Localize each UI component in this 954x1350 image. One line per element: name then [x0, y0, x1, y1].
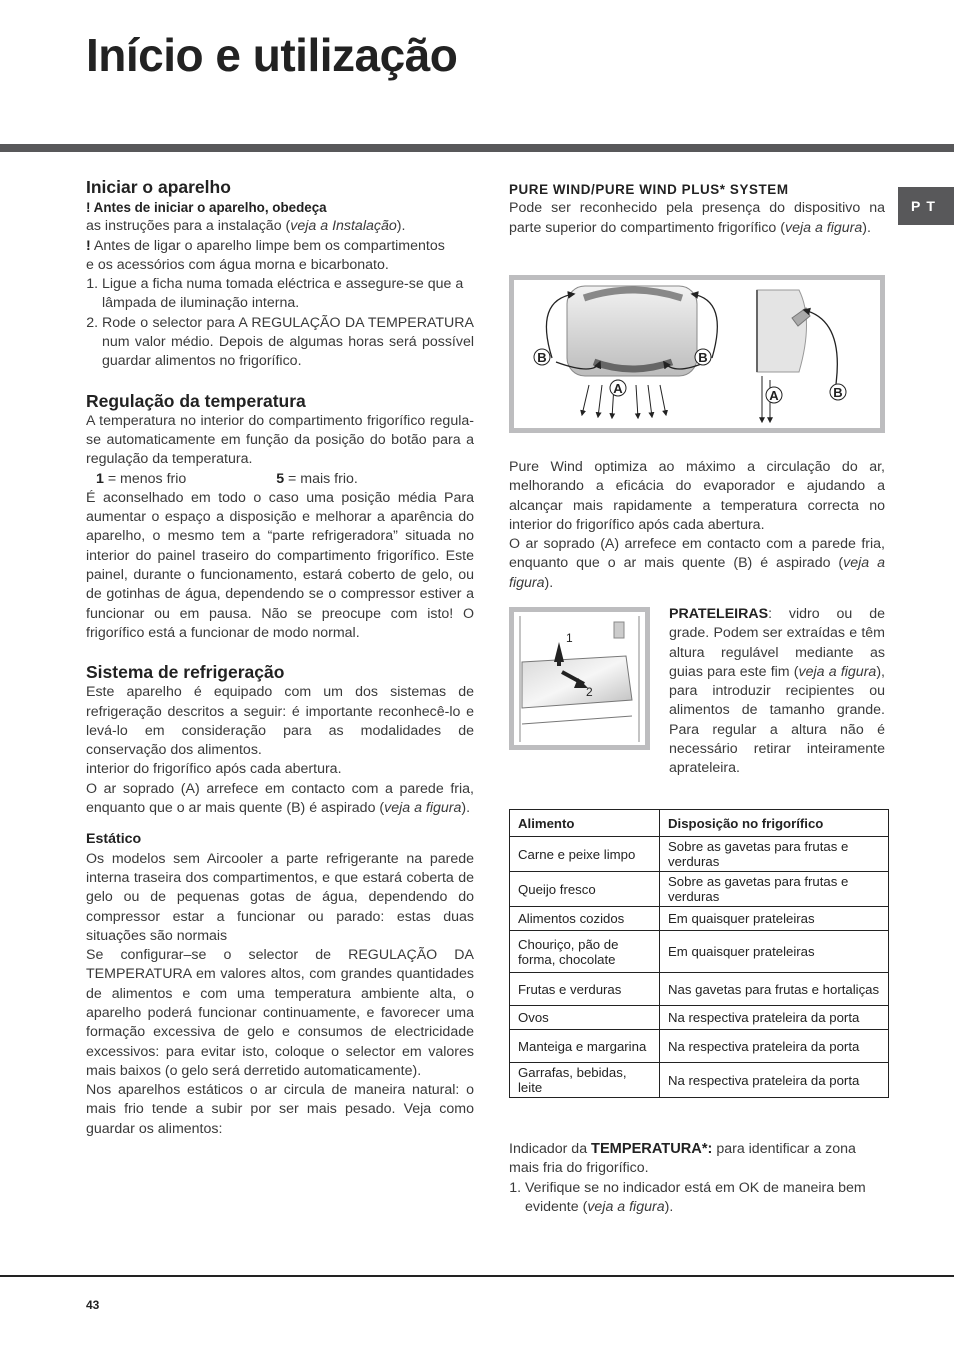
table-cell: Em quaisquer prateleiras: [660, 931, 889, 973]
paragraph: Este aparelho é equipado com um dos sistemas de refrigeração descritos a seguir: é importante reconhecê-lo e levá-lo em consideração para as modalidades de conservação dos alimentos.: [86, 684, 474, 759]
warning-2: ! Antes de ligar o aparelho limpe bem os compartimentos: [86, 237, 445, 254]
footer-rule: [0, 1275, 954, 1277]
table-cell: Na respectiva prateleira da porta: [660, 1006, 889, 1030]
table-row: [510, 907, 889, 931]
paragraph: PRATELEIRAS: vidro ou de grade. Podem ser extraídas e têm altura regulável mediante as guias para este fim (veja a figura), para introduzir recipientes ou alimentos de tamanho grande. Para regular a altura não é necessário retirar inteiramente aprateleira.: [669, 606, 885, 777]
table-cell: Carne e peixe limpo: [510, 837, 660, 872]
food-storage-table: [509, 809, 889, 1098]
section-heading: Estático: [86, 831, 142, 848]
table-cell: Sobre as gavetas para frutas e verduras: [660, 837, 889, 872]
table-cell: Queijo fresco: [510, 872, 660, 907]
air-flow-illustration: [514, 280, 880, 428]
paragraph: O ar soprado (A) arrefece em contacto com a parede fria, enquanto que o ar mais quente (B) é aspirado (veja a figura).: [509, 536, 886, 591]
figure-label: B: [698, 350, 708, 365]
table-cell: Nas gavetas para frutas e hortaliças: [660, 973, 889, 1006]
section-heading: PURE WIND/PURE WIND PLUS* SYSTEM: [509, 182, 789, 197]
page-title: Início e utilização: [86, 29, 458, 81]
table-cell: Na respectiva prateleira da porta: [660, 1063, 889, 1098]
shelf-figure: [509, 607, 650, 750]
table-cell: Chouriço, pão de forma, chocolate: [510, 931, 660, 973]
start-steps: [86, 275, 474, 371]
header-rule: [0, 144, 954, 152]
section-heading: Regulação da temperatura: [86, 390, 306, 411]
table-row: [510, 931, 889, 973]
table-cell: Garrafas, bebidas, leite: [510, 1063, 660, 1098]
left-column: [86, 176, 474, 1139]
figure-label: A: [769, 388, 779, 403]
paragraph: A temperatura no interior do compartimento frigorífico regula-se automaticamente em função da posição do botão para a regulação da temperatura.: [86, 412, 474, 468]
list-item: 1. Verifique se no indicador está em OK de maneira bem evidente (veja a figura).: [525, 1179, 885, 1218]
warning-1-text: as instruções para a instalação (veja a Instalação).: [86, 218, 406, 235]
list-item: 1. Ligue a ficha numa tomada eléctrica e assegure-se que a lâmpada de iluminação interna.: [102, 275, 474, 314]
table-row: [510, 1030, 889, 1063]
pure-wind-description: [509, 458, 885, 593]
section-estatico: [86, 830, 474, 1139]
section-sistema: [86, 661, 474, 818]
indicator-section: [509, 1140, 885, 1217]
section-regulacao: [86, 390, 474, 644]
table-cell: Frutas e verduras: [510, 973, 660, 1006]
paragraph: Indicador da TEMPERATURA*: para identificar a zona mais fria do frigorífico.: [509, 1141, 856, 1177]
section-iniciar: [86, 176, 474, 372]
figure-label: B: [537, 350, 547, 365]
table-row: [510, 872, 889, 907]
paragraph: Pode ser reconhecido pela presença do dispositivo na parte superior do compartimento frigorífico (veja a figura).: [509, 200, 885, 236]
paragraph: interior do frigorífico após cada abertura.: [86, 761, 342, 778]
pure-wind-figure: [509, 275, 885, 433]
figure-label: A: [613, 381, 623, 396]
table-cell: Ovos: [510, 1006, 660, 1030]
temperature-scale: 1 = menos frio 5 = mais frio.: [96, 470, 358, 487]
shelf-illustration: [514, 612, 645, 745]
paragraph: Nos aparelhos estáticos o ar circula de maneira natural: o mais frio tende a subir por ser mais pesado. Veja como guardar os alimentos:: [86, 1082, 474, 1137]
table-row: [510, 1006, 889, 1030]
device-side: [757, 290, 807, 372]
page-number: 43: [86, 1298, 100, 1312]
section-heading: Iniciar o aparelho: [86, 177, 231, 197]
table-row: [510, 973, 889, 1006]
paragraph: Os modelos sem Aircooler a parte refrigerante na parede interna traseira dos compartimentos, e que estará coberta de gelo ou de pequenas gotas de água, dependendo do compressor estar a funcionar ou parado: estas duas situações são normais: [86, 850, 474, 944]
right-column: [509, 180, 885, 238]
figure-label: B: [833, 385, 843, 400]
table-row: [510, 1063, 889, 1098]
paragraph: Se configurar–se o selector de REGULAÇÃO DA TEMPERATURA em valores altos, com grandes quantidades de alimentos e com uma temperatura ambiente alta, o aparelho poderá funcionar continuamente, e favorecer uma formação excessiva de gelo e consumos de electricidade excessivos: para evitar isto, coloque o selector em valores mais baixos (o gelo será derretido automaticamente).: [86, 947, 474, 1079]
warning-1: ! Antes de iniciar o aparelho, obedeça: [86, 200, 327, 215]
table-cell: Sobre as gavetas para frutas e verduras: [660, 872, 889, 907]
paragraph: É aconselhado em todo o caso uma posição média Para aumentar o espaço a disposição e melhorar a aparência do aparelho, o mesmo tem a “parte refrigeradora” situada no interior do painel traseiro do compartimento frigorífico. Este painel, durante o funcionamento, estará coberto de gelo, ou de gotinhas de água, dependendo se o compressor estiver a funcionar ou em pausa. Não se preocupe com isto! O frigorífico está a funcionar de modo normal.: [86, 489, 474, 641]
column-header: Alimento: [510, 810, 660, 837]
table-header-row: [510, 810, 889, 837]
arrow-icon: [804, 310, 837, 384]
table-cell: Em quaisquer prateleiras: [660, 907, 889, 931]
paragraph: Pure Wind optimiza ao máximo a circulação do ar, melhorando a eficácia do evaporador e ajudando a alcançar mais rapidamente a temperatura correcta no interior do frigorífico após cada abertura.: [509, 459, 885, 533]
indicator-steps: [509, 1179, 885, 1218]
figure-label: 2: [586, 685, 593, 699]
section-heading: Sistema de refrigeração: [86, 662, 285, 683]
table-cell: Na respectiva prateleira da porta: [660, 1030, 889, 1063]
column-header: Disposição no frigorífico: [660, 810, 889, 837]
table-row: [510, 837, 889, 872]
language-tab: PT: [898, 187, 954, 225]
warning-2-text: e os acessórios com água morna e bicarbonato.: [86, 256, 389, 273]
table-cell: Alimentos cozidos: [510, 907, 660, 931]
shelves-description: [669, 605, 885, 779]
paragraph: O ar soprado (A) arrefece em contacto com a parede fria, enquanto que o ar mais quente (B) é aspirado (veja a figura).: [86, 780, 474, 817]
list-item: 2. Rode o selector para A REGULAÇÃO DA TEMPERATURA num valor médio. Depois de algumas horas será possível guardar alimentos no frigorífico.: [102, 314, 474, 372]
figure-label: 1: [566, 631, 573, 645]
table-cell: Manteiga e margarina: [510, 1030, 660, 1063]
